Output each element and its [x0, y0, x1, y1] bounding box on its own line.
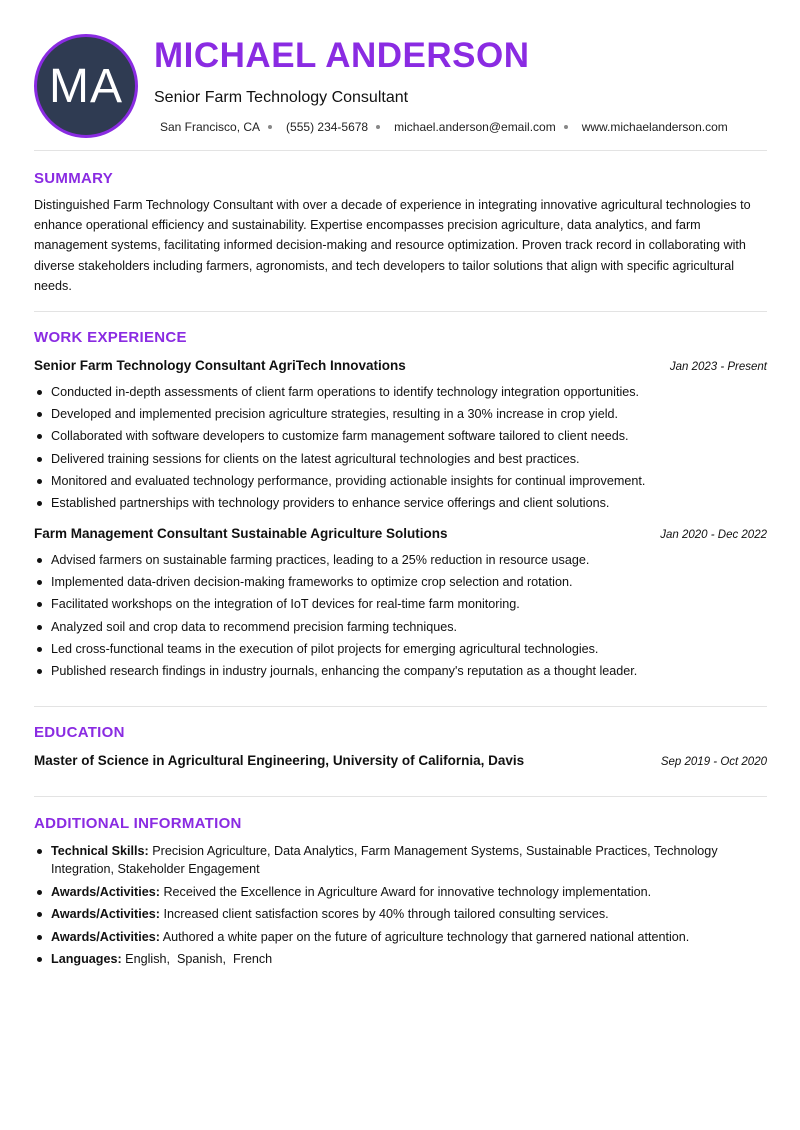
languages-text: English, Spanish, French: [121, 952, 273, 966]
summary-text: Distinguished Farm Technology Consultant with over a decade of experience in integrating innovative agricultural technologies to enhance operational efficiency and sustainability. Expertise encompasses precision agriculture, data analytics, and farm management systems, facilitating informed decision-making and resource optimization. Proven track record in collaborating with diverse stakeholders including farmers, agronomists, and tech developers to tailor solutions that align with specific agricultural needs.: [34, 198, 751, 293]
list-item: [34, 950, 767, 968]
divider: [34, 706, 767, 707]
contact-location: San Francisco, CA: [160, 120, 261, 134]
summary-heading: SUMMARY: [34, 170, 114, 187]
item-label: Awards/Activities:: [51, 907, 160, 921]
list-item: Conducted in-depth assessments of client farm operations to identify technology integration opportunities.: [34, 381, 767, 403]
divider: [34, 796, 767, 797]
education-dates: Sep 2019 - Oct 2020: [660, 756, 767, 768]
item-label: Technical Skills:: [51, 844, 149, 858]
list-item: Developed and implemented precision agriculture strategies, resulting in a 30% increase in crop yield.: [34, 403, 767, 425]
list-item: Facilitated workshops on the integration of IoT devices for real-time farm monitoring.: [34, 593, 767, 615]
languages-label: Languages:: [51, 952, 122, 966]
contact-website[interactable]: www.michaelanderson.com: [581, 120, 728, 134]
job-bullets: [34, 381, 767, 514]
list-item: Implemented data-driven decision-making frameworks to optimize crop selection and rotation.: [34, 571, 767, 593]
item-text: Increased client satisfaction scores by 40% through tailored consulting services.: [159, 907, 609, 921]
job-header: [34, 358, 767, 373]
list-item: [34, 905, 767, 923]
list-item: Advised farmers on sustainable farming practices, leading to a 25% reduction in resource usage.: [34, 549, 767, 571]
contact-email[interactable]: michael.anderson@email.com: [394, 120, 556, 134]
separator-dot: [564, 125, 568, 129]
list-item: Collaborated with software developers to customize farm management software tailored to client needs.: [34, 425, 767, 447]
item-label: Awards/Activities:: [51, 884, 160, 899]
list-item: Delivered training sessions for clients on the latest agricultural technologies and best practices.: [34, 448, 767, 470]
list-item: Monitored and evaluated technology performance, providing actionable insights for continual improvement.: [34, 470, 767, 492]
candidate-title: Senior Farm Technology Consultant: [154, 89, 409, 106]
list-item: Published research findings in industry journals, enhancing the company's reputation as a thought leader.: [34, 660, 767, 682]
list-item: [34, 928, 767, 946]
separator-dot: [268, 125, 272, 129]
avatar: [34, 34, 138, 138]
list-item: Analyzed soil and crop data to recommend precision farming techniques.: [34, 616, 767, 638]
avatar-initials: MA: [49, 59, 123, 113]
item-text: Received the Excellence in Agriculture Award for innovative technology implementation.: [159, 884, 652, 899]
contact-phone: (555) 234-5678: [286, 120, 369, 134]
item-text: Authored a white paper on the future of agriculture technology that garnered national attention.: [159, 929, 690, 944]
divider: [34, 311, 767, 312]
list-item: Established partnerships with technology providers to enhance service offerings and client solutions.: [34, 492, 767, 514]
degree-title: Master of Science in Agricultural Engineering, University of California, Davis: [34, 753, 525, 768]
item-label: Awards/Activities:: [51, 929, 160, 944]
education-entry: [34, 753, 767, 768]
list-item: [34, 883, 767, 901]
education-heading: EDUCATION: [34, 724, 125, 741]
job-title: Senior Farm Technology Consultant AgriTech Innovations: [34, 358, 406, 373]
additional-information-heading: ADDITIONAL INFORMATION: [34, 815, 242, 832]
contact-bar: [160, 120, 728, 134]
separator-dot: [376, 125, 380, 129]
item-text: Precision Agriculture, Data Analytics, Farm Management Systems, Sustainable Practices, Technology Integration, Stakeholder Engagement: [51, 844, 718, 876]
list-item: Led cross-functional teams in the execution of pilot projects for emerging agricultural technologies.: [34, 638, 767, 660]
candidate-name: MICHAEL ANDERSON: [154, 36, 530, 75]
job-header: [34, 526, 767, 541]
job-dates: Jan 2020 - Dec 2022: [660, 529, 767, 541]
divider: [34, 150, 767, 151]
job-dates: Jan 2023 - Present: [669, 361, 767, 373]
work-experience-heading: WORK EXPERIENCE: [34, 329, 187, 346]
job-bullets: [34, 549, 767, 682]
list-item: [34, 842, 767, 878]
job-title: Farm Management Consultant Sustainable Agriculture Solutions: [34, 526, 448, 541]
additional-list: [34, 842, 767, 973]
